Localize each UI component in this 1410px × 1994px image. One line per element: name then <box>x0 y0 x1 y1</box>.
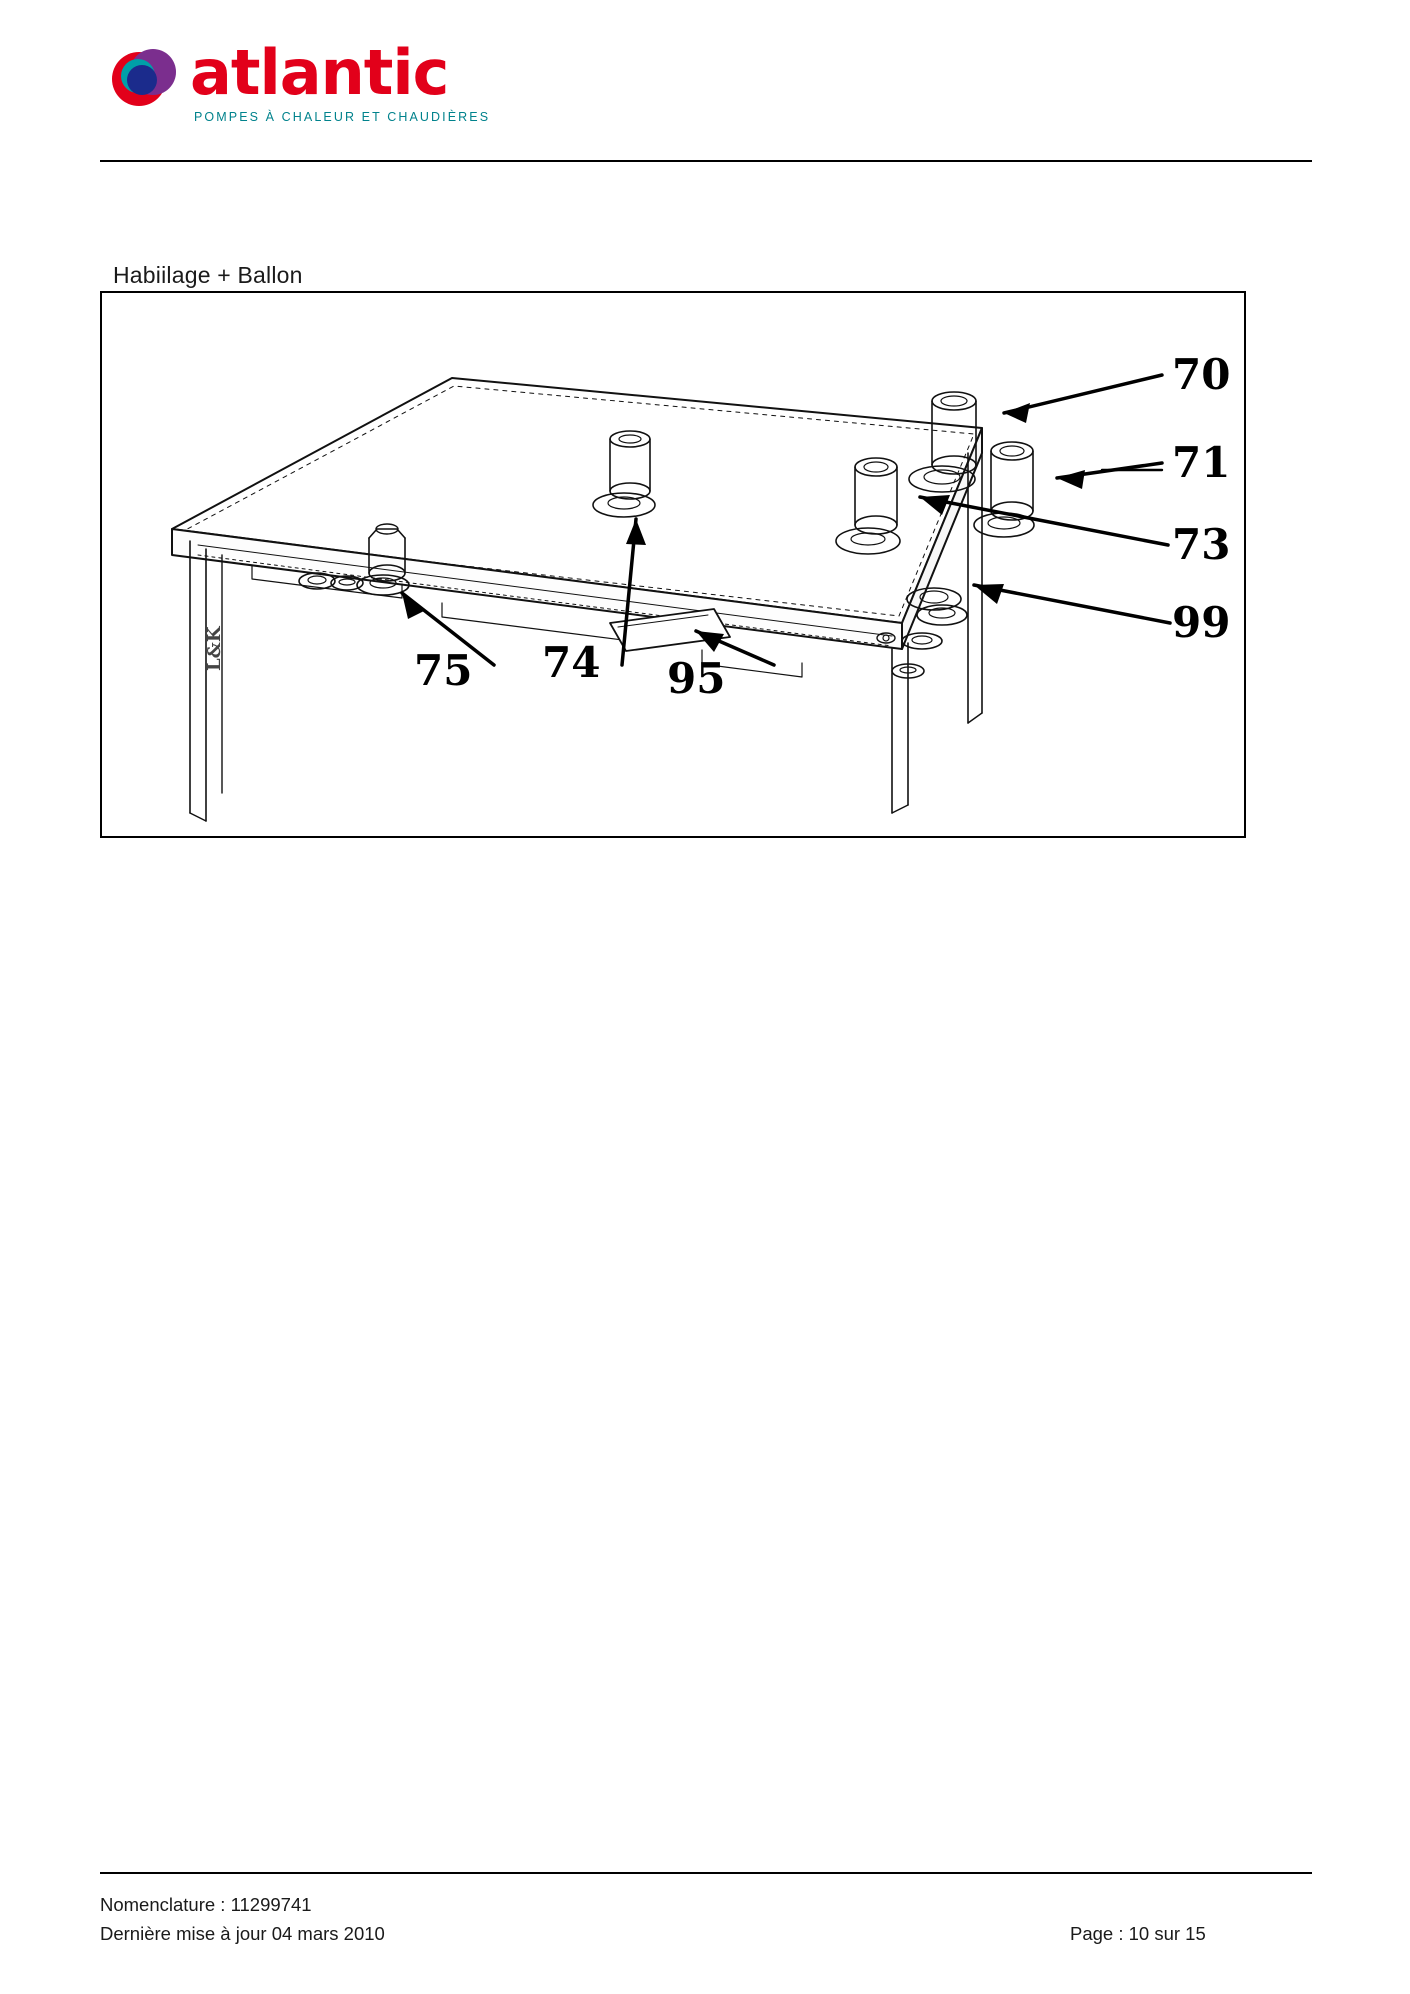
footer-nomenclature: Nomenclature : 11299741 <box>100 1894 312 1915</box>
page-title: Habiilage + Ballon <box>113 262 303 288</box>
figure-watermark: L&K <box>204 626 225 671</box>
page-header <box>0 0 1410 170</box>
callout-74: 74 <box>542 638 601 687</box>
footer-divider <box>100 1872 1312 1874</box>
callout-75: 75 <box>414 646 473 695</box>
callout-99: 99 <box>1172 598 1231 647</box>
callout-95: 95 <box>667 654 726 703</box>
brand-logo <box>108 36 508 136</box>
figure-exploded-view <box>100 291 1246 838</box>
header-divider <box>100 160 1312 162</box>
callout-73: 73 <box>1172 520 1231 569</box>
brand-tagline: POMPES À CHALEUR ET CHAUDIÈRES <box>194 110 491 124</box>
atlantic-circle-logo-icon <box>108 42 182 116</box>
footer-page-number: Page : 10 sur 15 <box>1070 1923 1206 1944</box>
callout-71: 71 <box>1172 438 1231 487</box>
brand-name: atlantic <box>190 36 449 109</box>
callout-70: 70 <box>1172 350 1231 399</box>
footer-last-update: Dernière mise à jour 04 mars 2010 <box>100 1923 385 1944</box>
footer-meta <box>100 1890 385 1948</box>
